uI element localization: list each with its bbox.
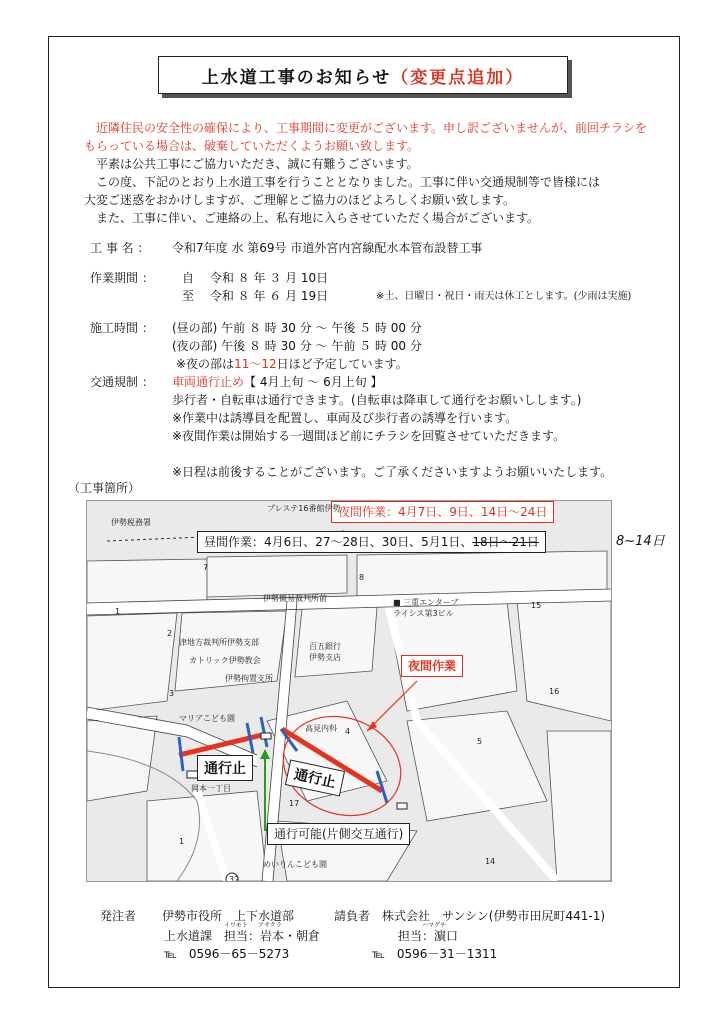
road-closed-label-2: 通行止 xyxy=(285,759,345,796)
block-number: 5 xyxy=(477,737,483,746)
block-number: 16 xyxy=(549,687,560,696)
work-period-label: 作業期間 ： xyxy=(90,271,154,285)
night-note-days: 11～12 xyxy=(234,357,277,371)
orderer-dept: 上水道課 担当：岩本・朝倉 xyxy=(164,929,321,943)
traffic-label: 交通規制 ： xyxy=(90,375,154,389)
night-work-tag: 夜間作業 xyxy=(401,655,463,677)
title-main: 上水道工事のお知らせ xyxy=(201,67,392,88)
notice-red-line-1: 近隣住民の安全性の確保により、工事期間に変更がございます。申し訳ございませんが、前回チラシを xyxy=(96,121,648,135)
label-clinic: 高見内科 xyxy=(305,724,337,733)
night-note xyxy=(176,356,408,372)
block-number: 1 xyxy=(179,837,185,846)
notice-line-5: 大変ご迷惑をおかけしますが、ご理解とご協力のほどよろしくお願い致します。 xyxy=(84,193,516,207)
work-name-value: 令和7年度 水 第69号 市道外宮内宮線配水本管布設替工事 xyxy=(172,241,483,255)
label-presta: プレステ16番館伊勢 xyxy=(267,504,341,513)
work-hours-day: (昼の部) 午前 ８ 時 30 分 ～ 午後 ５ 時 00 分 xyxy=(172,321,422,335)
contractor-person: 担当：濵口 xyxy=(398,929,459,943)
label-amuse: ■ 三重エンターブ ライシス第3ビル xyxy=(393,598,459,618)
traffic-line-3: ※作業中は誘導員を配置し、車両及び歩行者の誘導を行います。 xyxy=(172,411,518,425)
label-station: 岡本一丁目 xyxy=(191,784,231,793)
traffic-line-4: ※夜間作業は開始する一週間ほど前にチラシを回覧させていただきます。 xyxy=(172,429,566,443)
label-bank: 百五銀行 伊勢支店 xyxy=(309,642,341,662)
handwritten-note: 8~14日 xyxy=(616,534,665,549)
work-hours-night: (夜の部) 午後 ８ 時 30 分 ～ 午前 ５ 時 00 分 xyxy=(172,339,422,353)
passable-note-box: 通行可能(片側交互通行) xyxy=(267,823,410,845)
night-note-a: ※夜の部は xyxy=(176,357,235,371)
block-number: 4 xyxy=(345,727,351,736)
block-number: 1 xyxy=(115,607,121,616)
label-meirin: めいりんこども園 xyxy=(263,860,327,869)
day-work-dates: 昼間作業：4月6日、27～28日、30日、5月1日、 xyxy=(204,535,473,549)
notice-line-6: また、工事に伴い、ご連絡の上、私有地に入らさせていただく場合がございます。 xyxy=(96,211,540,225)
work-period-from: 自 令和 ８ 年 ３ 月 10日 xyxy=(182,271,329,285)
label-maria: マリアこども園 xyxy=(179,714,235,723)
road-closed-label-1: 通行止 xyxy=(197,755,253,781)
block-number: 7 xyxy=(203,563,209,572)
orderer-label: 発注者 xyxy=(100,909,137,923)
notice-red-line-2: もらっている場合は、破棄していただくようお願い致します。 xyxy=(84,139,420,153)
work-hours-label: 施工時間 ： xyxy=(90,321,154,335)
block-number: 2 xyxy=(167,629,173,638)
ruby-iwamoto: イワモト xyxy=(224,922,249,929)
block-number: 14 xyxy=(485,857,496,866)
traffic-closure: 車両通行止め xyxy=(172,375,245,389)
label-court: 津地方裁判所伊勢支部 xyxy=(179,638,259,647)
orderer-name: 伊勢市役所 上下水道部 xyxy=(162,909,295,923)
work-period-to: 至 令和 ８ 年 ６ 月 19日 xyxy=(182,289,329,303)
day-work-box xyxy=(197,531,546,553)
block-number: 8 xyxy=(359,573,365,582)
block-number: 17 xyxy=(289,799,300,808)
contractor-name: 株式会社 サンシン(伊勢市田尻町441-1) xyxy=(382,909,606,923)
work-name-label: 工 事 名 ： xyxy=(90,241,150,255)
label-court-front: 伊勢簡易裁判所前 xyxy=(263,594,327,603)
label-detention: 伊勢拘置支所 xyxy=(225,674,273,683)
schedule-note: ※日程は前後することがございます。ご了承くださいますようお願いいたします。 xyxy=(172,465,613,479)
ruby-asakura: アサクラ xyxy=(258,922,282,929)
block-number: 15 xyxy=(531,601,542,610)
label-church: カトリック伊勢教会 xyxy=(189,656,261,665)
notice-line-3: 平素は公共工事にご協力いただき、誠に有難うございます。 xyxy=(96,157,419,171)
traffic-main xyxy=(172,374,383,390)
contractor-label: 請負者 xyxy=(334,909,371,923)
notice-title xyxy=(158,56,568,94)
traffic-period: 【 4月上旬 ～ 6月上旬 】 xyxy=(244,375,383,389)
night-note-c: 日ほど予定しています。 xyxy=(276,357,408,371)
label-tax-office: 伊勢税務署 xyxy=(111,518,151,527)
work-site-map xyxy=(86,500,612,882)
work-period-note: ※土、日曜日・祝日・雨天は休工とします。(少雨は実施) xyxy=(376,291,632,302)
night-work-box: 夜間作業：4月7日、9日、14日～24日 xyxy=(331,501,554,523)
block-number: 32 xyxy=(229,875,240,882)
title-change-note: （変更点追加） xyxy=(391,67,525,88)
traffic-line-2: 歩行者・自転車は通行できます。(自転車は降車して通行をお願いしします。) xyxy=(172,393,582,407)
notice-line-4: この度、下記のとおり上水道工事を行うこととなりました。工事に伴い交通規制等で皆様には xyxy=(96,175,601,189)
day-work-struck-dates: 18日～21日 xyxy=(472,535,539,549)
ruby-hamaguchi: ハマグチ xyxy=(422,922,447,929)
block-number: 3 xyxy=(169,689,175,698)
orderer-tel: ℡ 0596－65－5273 xyxy=(164,947,290,961)
contractor-tel: ℡ 0596－31－1311 xyxy=(372,947,498,961)
map-section-label: （工事箇所） xyxy=(68,481,141,495)
